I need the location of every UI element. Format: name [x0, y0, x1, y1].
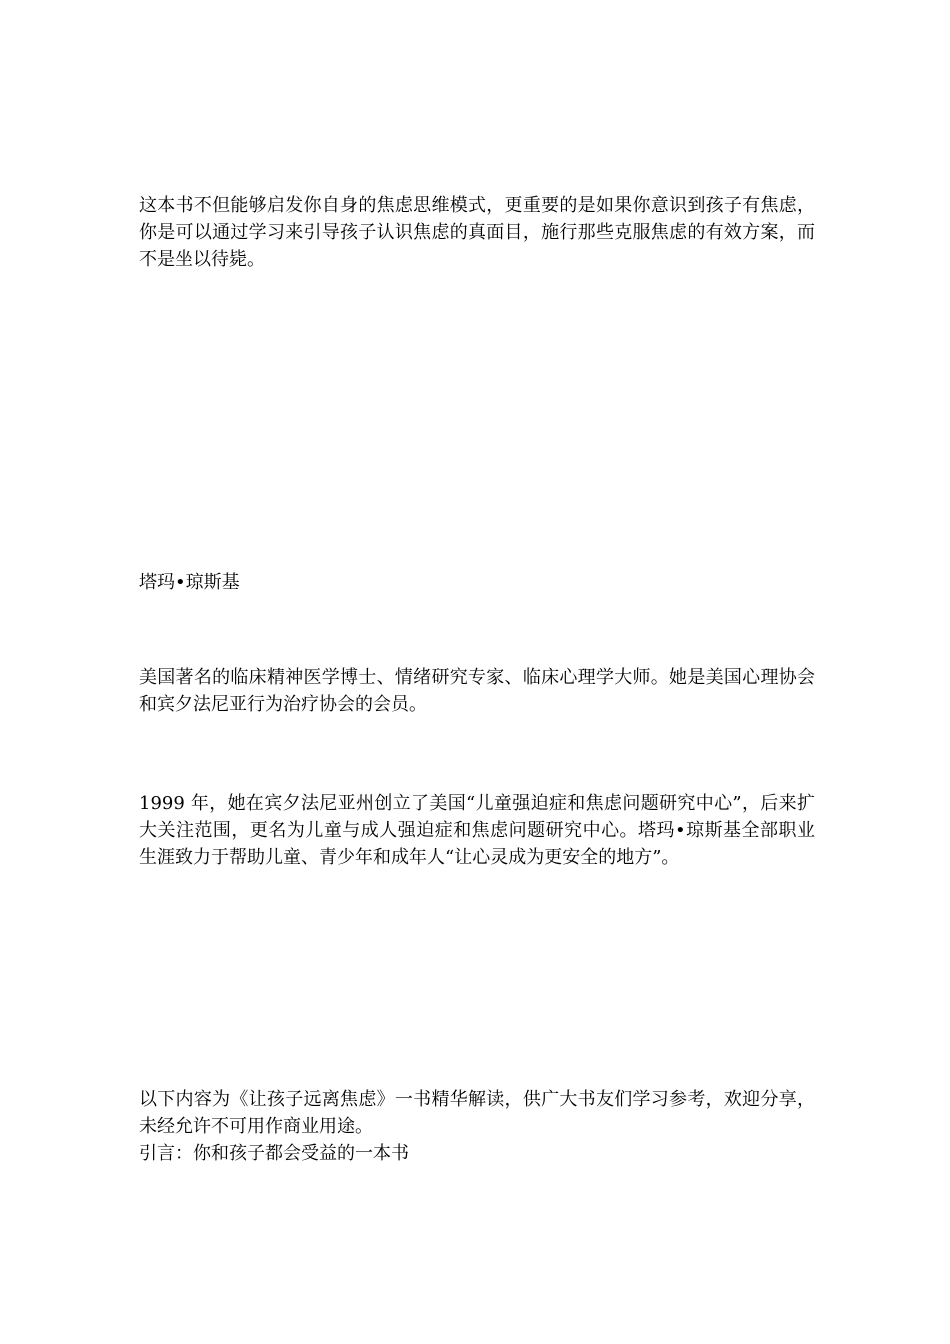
author-bio-paragraph: 美国著名的临床精神医学博士、情绪研究专家、临床心理学大师。她是美国心理协会和宾夕法尼亚行为治疗协会的会员。 [139, 667, 815, 715]
usage-notice-paragraph: 以下内容为《让孩子远离焦虑》一书精华解读，供广大书友们学习参考，欢迎分享，未经允许不可用作商业用途。 [139, 1089, 815, 1137]
intro-paragraph: 这本书不但能够启发你自身的焦虑思维模式，更重要的是如果你意识到孩子有焦虑，你是可以通过学习来引导孩子认识焦虑的真面目，施行那些克服焦虑的有效方案，而不是坐以待毙。 [139, 195, 815, 270]
author-history-paragraph: 1999 年，她在宾夕法尼亚州创立了美国“儿童强迫症和焦虑问题研究中心”，后来扩大关注范围，更名为儿童与成人强迫症和焦虑问题研究中心。塔玛•琼斯基全部职业生涯致力于帮助儿童、青少年和成年人“让心灵成为更安全的地方”。 [139, 793, 815, 868]
section-heading: 引言：你和孩子都会受益的一本书 [139, 1143, 409, 1164]
author-name: 塔玛•琼斯基 [139, 572, 240, 593]
